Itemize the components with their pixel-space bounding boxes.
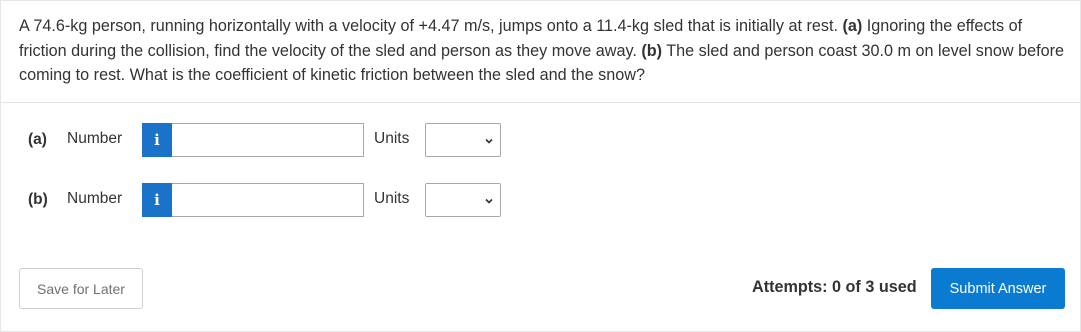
part-b-text: The sled and person coast 30.0 m on level snow before coming to rest. What is the coefficient of kinetic friction between the sled and the snow? — [19, 41, 1064, 84]
number-label: Number — [67, 190, 123, 207]
part-label: (a) — [28, 131, 47, 148]
part-a-text: Ignoring the effects of friction during the collision, find the velocity of the sled and person as they move away. — [19, 17, 1023, 60]
submit-answer-button[interactable]: Submit Answer — [931, 268, 1065, 309]
part-a-marker: (a) — [842, 17, 863, 35]
part-label: (b) — [28, 191, 48, 208]
chevron-down-icon — [485, 137, 493, 145]
chevron-down-icon — [485, 197, 493, 205]
divider — [1, 102, 1081, 103]
units-label: Units — [374, 190, 410, 207]
number-input[interactable] — [172, 123, 364, 157]
save-for-later-button[interactable]: Save for Later — [19, 268, 143, 309]
units-label: Units — [374, 130, 410, 147]
number-input[interactable] — [172, 183, 364, 217]
question-intro: A 74.6-kg person, running horizontally with a velocity of +4.47 m/s, jumps onto a 11.4-kg sled that is initially at rest. — [19, 17, 843, 35]
part-b-marker: (b) — [641, 41, 663, 60]
question-text — [19, 14, 1064, 88]
units-select[interactable] — [425, 123, 501, 157]
info-icon[interactable]: i — [142, 183, 172, 217]
info-icon[interactable]: i — [142, 123, 172, 157]
number-label: Number — [67, 130, 123, 147]
attempts-counter: Attempts: 0 of 3 used — [752, 278, 917, 296]
units-select[interactable] — [425, 183, 501, 217]
